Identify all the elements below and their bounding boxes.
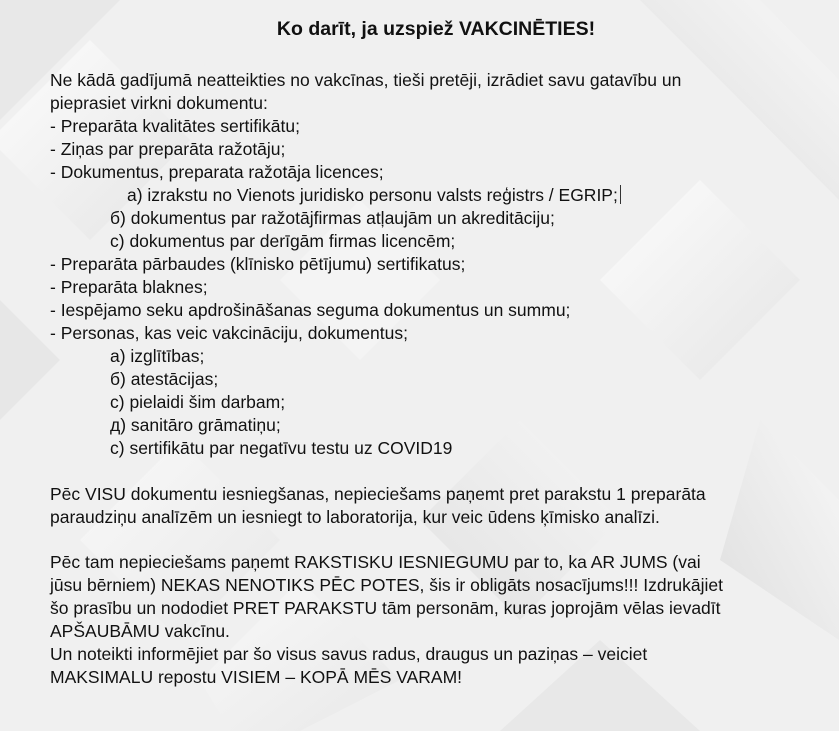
sub-list-item: c) pielaidi šim darbam; xyxy=(110,392,286,412)
paragraph-line: Pēc VISU dokumentu iesniegšanas, nepieciešams paņemt pret parakstu 1 preparāta xyxy=(50,484,706,504)
paragraph-line: šo prasību un nododiet PRET PARAKSTU tām personām, kuras joprojām vēlas ievadīt xyxy=(50,598,721,618)
sub-list-item: a) izrakstu no Vienots juridisko personu valsts reģistrs / EGRIP; xyxy=(127,185,618,205)
sub-list-item: б) dokumentus par ražotājfirmas atļaujām un akreditāciju; xyxy=(110,208,555,228)
list-item: - Iespējamo seku apdrošināšanas seguma dokumentus un summu; xyxy=(50,300,571,320)
list-item: - Dokumentus, preparata ražotāja licences; xyxy=(50,162,384,182)
sub-list-item: c) sertifikātu par negatīvu testu uz COVID19 xyxy=(110,438,453,458)
paragraph-line: Pēc tam nepieciešams paņemt RAKSTISKU IESNIEGUMU par to, ka AR JUMS (vai xyxy=(50,552,701,572)
list-item: - Preparāta kvalitātes sertifikātu; xyxy=(50,116,300,136)
paragraph-line: Un noteikti informējiet par šo visus savus radus, draugus un paziņas – veiciet xyxy=(50,644,648,664)
intro-paragraph xyxy=(50,69,830,115)
intro-line: Ne kādā gadījumā neatteikties no vakcīnas, tieši pretēji, izrādiet savu gatavību un xyxy=(50,70,682,90)
list-item: - Preparāta pārbaudes (klīnisko pētījumu) sertifikatus; xyxy=(50,254,466,274)
paragraph-line: APŠAUBĀMU vakcīnu. xyxy=(50,621,230,641)
sub-list-item: д) sanitāro grāmatiņu; xyxy=(110,415,281,435)
submission-paragraph xyxy=(50,483,830,529)
paragraph-line: jūsu bērniem) NEKAS NENOTIKS PĒC POTES, šis ir obligāts nosacījums!!! Izdrukājiet xyxy=(50,575,723,595)
document-title: Ko darīt, ja uzspiež VAKCINĒTIES! xyxy=(276,18,596,40)
statement-paragraph xyxy=(50,551,830,689)
sub-list-item: a) izglītības; xyxy=(110,346,205,366)
paragraph-line: paraudziņu analīzēm un iesniegt to laboratorija, kur veic ūdens ķīmisko analīzi. xyxy=(50,507,660,527)
intro-line: pieprasiet virkni dokumentu: xyxy=(50,93,268,113)
list-item: - Preparāta blaknes; xyxy=(50,277,208,297)
sub-list-item: б) atestācijas; xyxy=(110,369,219,389)
list-item: - Ziņas par preparāta ražotāju; xyxy=(50,139,286,159)
requirements-list xyxy=(50,115,830,460)
text-cursor xyxy=(620,185,621,204)
paragraph-line: MAKSIMALU repostu VISIEM – KOPĀ MĒS VARAM! xyxy=(50,667,463,687)
list-item: - Personas, kas veic vakcināciju, dokumentus; xyxy=(50,323,408,343)
sub-list-item: c) dokumentus par derīgām firmas licencēm; xyxy=(110,231,456,251)
document-body xyxy=(50,18,830,689)
